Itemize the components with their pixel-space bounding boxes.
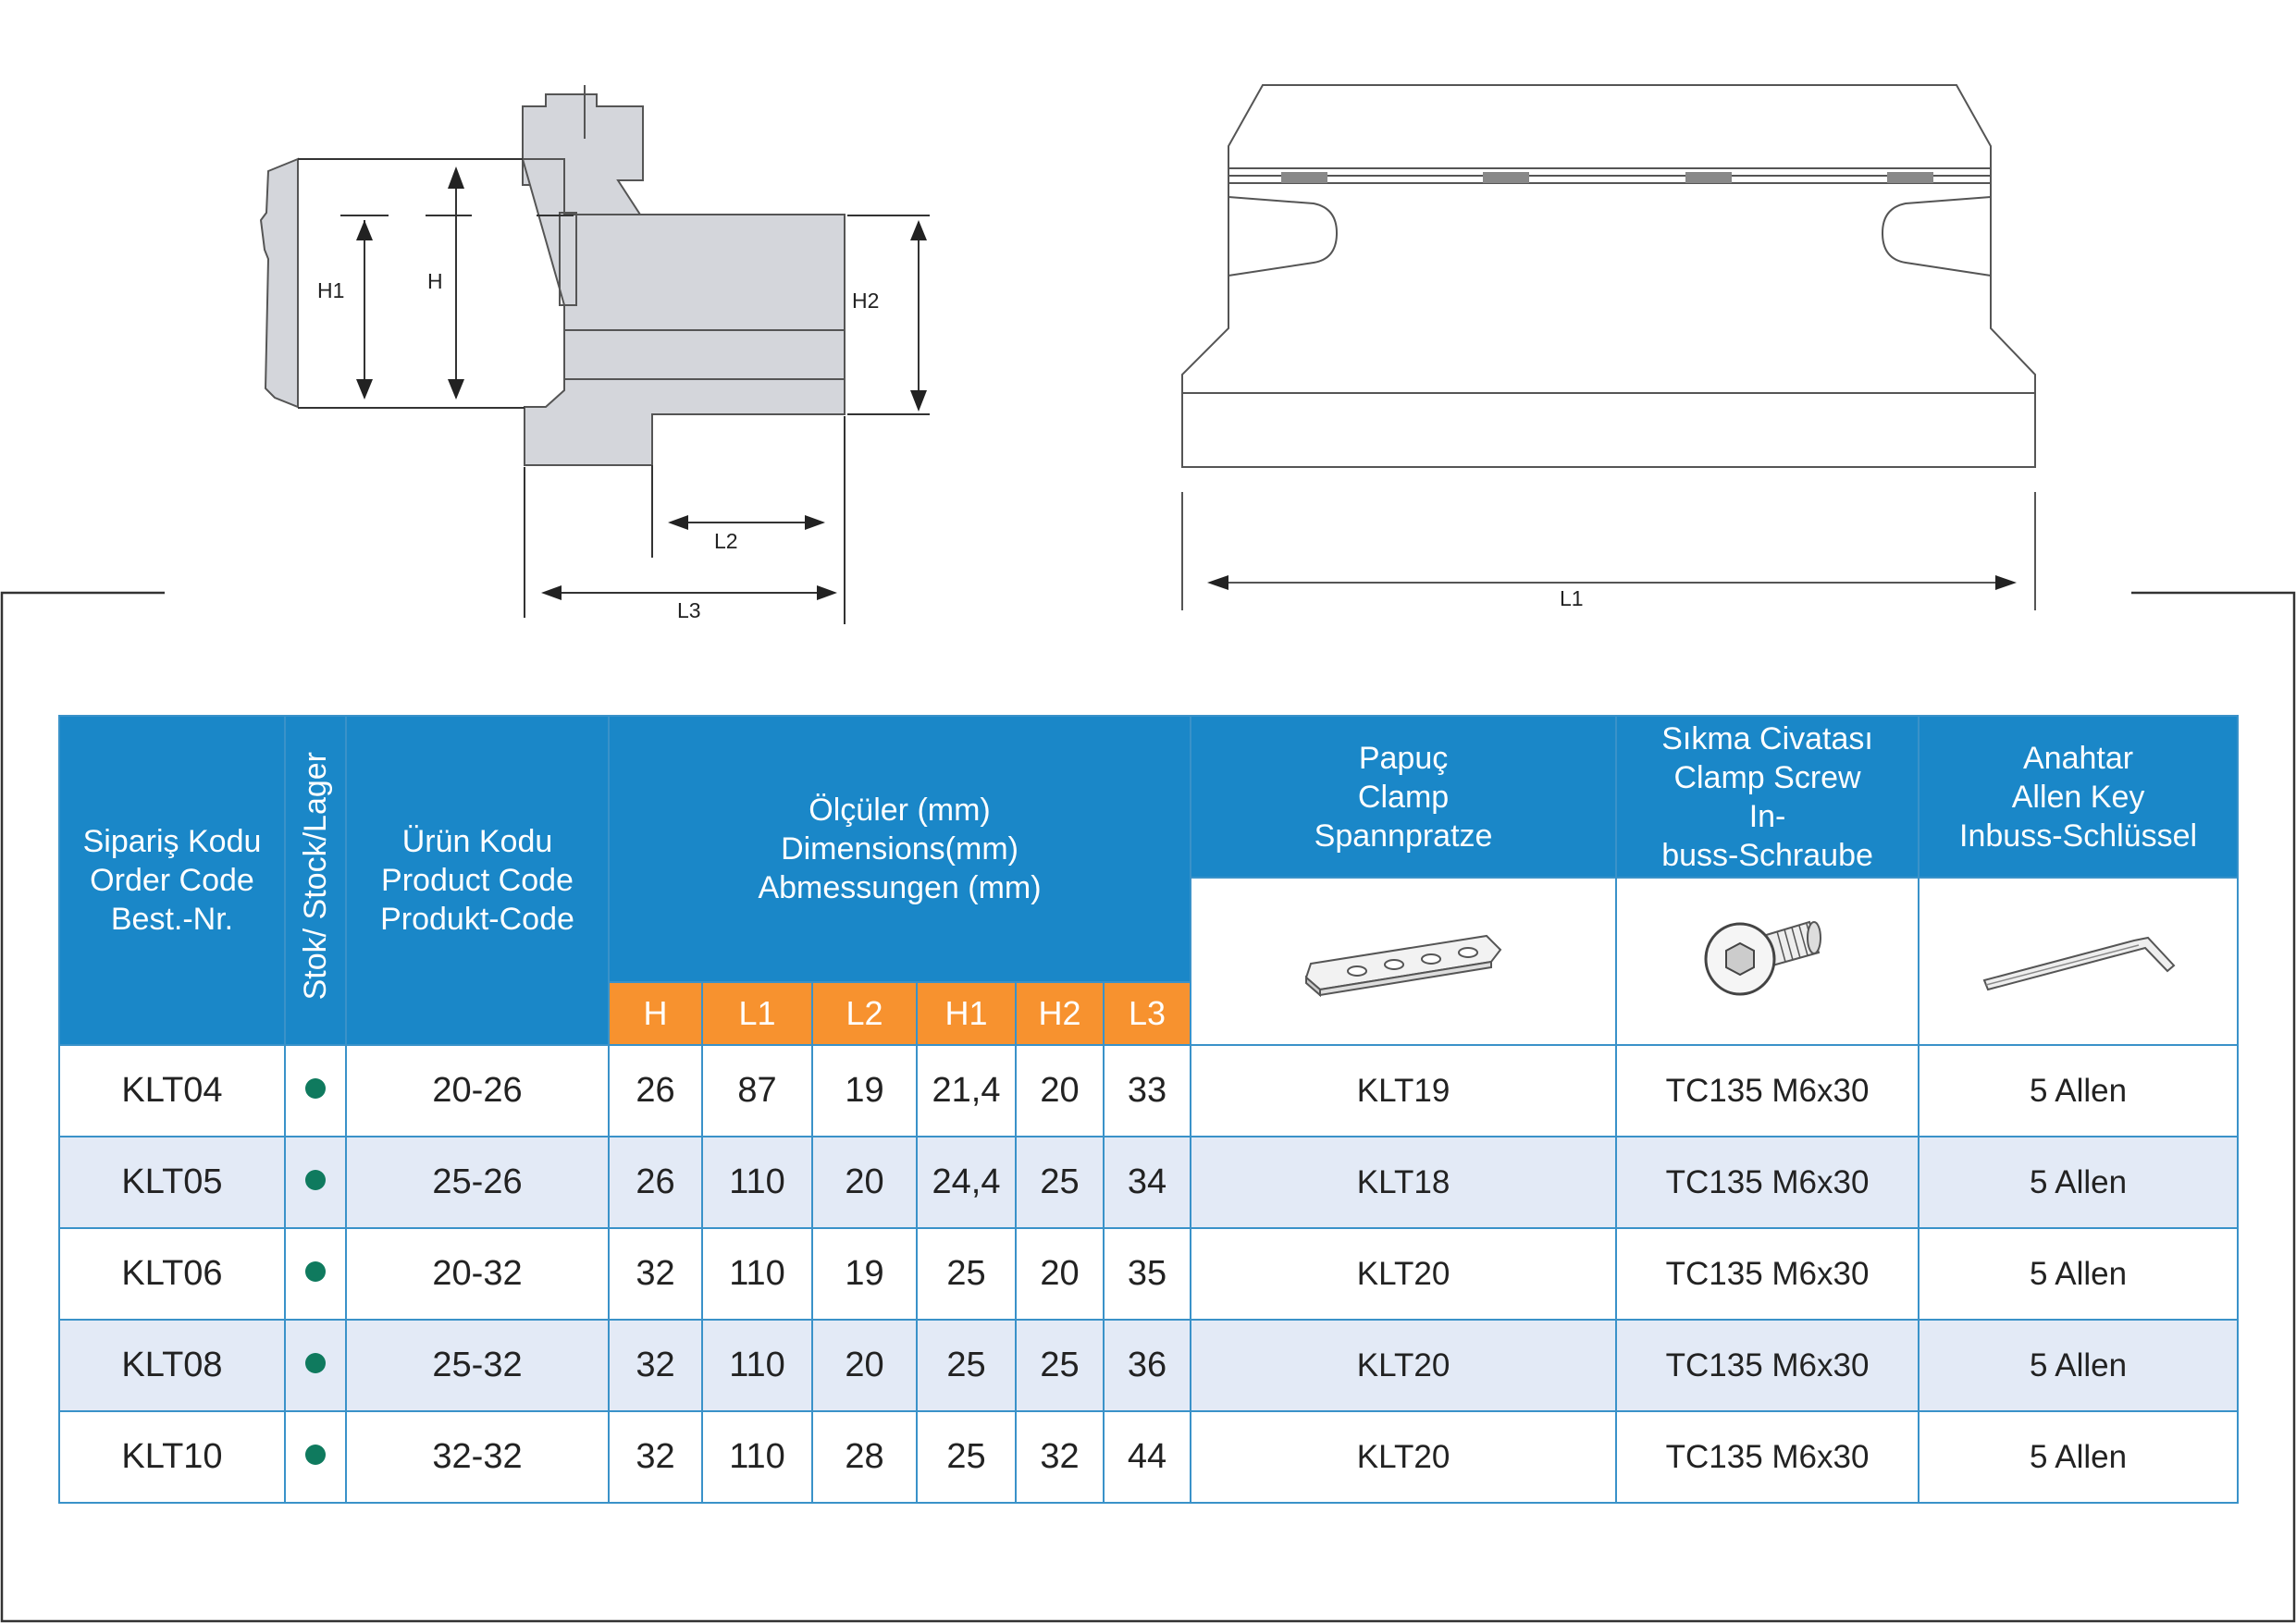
product-code: 20-26: [346, 1045, 609, 1137]
key-code: 5 Allen: [1919, 1228, 2238, 1320]
dim-h1: 24,4: [917, 1137, 1016, 1228]
front-view-drawing: [1182, 85, 2035, 610]
dim-l1: 110: [702, 1228, 812, 1320]
header-product-code: Ürün Kodu Product Code Produkt-Code: [346, 716, 609, 1045]
label-h1: H1: [317, 278, 345, 302]
dim-h2: 20: [1016, 1045, 1104, 1137]
dim-h1: 25: [917, 1228, 1016, 1320]
dim-l1: 87: [702, 1045, 812, 1137]
product-code: 25-26: [346, 1137, 609, 1228]
screw-code: TC135 M6x30: [1616, 1320, 1919, 1411]
stock-cell: [285, 1137, 346, 1228]
dim-l3: 35: [1104, 1228, 1191, 1320]
header-stock: Stok/ Stock/Lager: [285, 716, 346, 1045]
screw-code: TC135 M6x30: [1616, 1411, 1919, 1503]
subheader-h1: H1: [917, 982, 1016, 1045]
subheader-l3: L3: [1104, 982, 1191, 1045]
dim-l1: 110: [702, 1320, 812, 1411]
header-clamp-screw: Sıkma Civatası Clamp Screw In- buss-Schraube: [1616, 716, 1919, 878]
dim-l3: 34: [1104, 1137, 1191, 1228]
order-code: KLT04: [59, 1045, 285, 1137]
header-clamp: Papuç Clamp Spannpratze: [1191, 716, 1616, 878]
clamp-code: KLT20: [1191, 1320, 1616, 1411]
table-row: [59, 1411, 2238, 1503]
header-dimensions: Ölçüler (mm) Dimensions(mm) Abmessungen (mm): [609, 716, 1191, 982]
dim-h1: 21,4: [917, 1045, 1016, 1137]
subheader-h: H: [609, 982, 702, 1045]
dim-h: 32: [609, 1411, 702, 1503]
in-stock-dot-icon: [305, 1353, 326, 1373]
dim-l1: 110: [702, 1411, 812, 1503]
in-stock-dot-icon: [305, 1170, 326, 1190]
key-code: 5 Allen: [1919, 1137, 2238, 1228]
product-code: 25-32: [346, 1320, 609, 1411]
allen-key-image: [1977, 917, 2180, 1001]
clamp-code: KLT18: [1191, 1137, 1616, 1228]
clamp-code: KLT19: [1191, 1045, 1616, 1137]
in-stock-dot-icon: [305, 1445, 326, 1465]
dim-h: 32: [609, 1228, 702, 1320]
order-code: KLT08: [59, 1320, 285, 1411]
clamp-code: KLT20: [1191, 1411, 1616, 1503]
dim-h1: 25: [917, 1320, 1016, 1411]
key-code: 5 Allen: [1919, 1045, 2238, 1137]
dim-h: 26: [609, 1137, 702, 1228]
dim-h2: 25: [1016, 1320, 1104, 1411]
dim-l3: 44: [1104, 1411, 1191, 1503]
label-h: H: [427, 269, 443, 293]
dim-l3: 36: [1104, 1320, 1191, 1411]
dim-h2: 20: [1016, 1228, 1104, 1320]
header-order-code: Sipariş Kodu Order Code Best.-Nr.: [59, 716, 285, 1045]
table-row: [59, 1228, 2238, 1320]
dim-h: 26: [609, 1045, 702, 1137]
table-row: [59, 1045, 2238, 1137]
front-view-screws: [1281, 172, 1933, 183]
stock-cell: [285, 1411, 346, 1503]
label-l3: L3: [677, 598, 701, 622]
screw-image-cell: [1616, 878, 1919, 1045]
dim-h2: 25: [1016, 1137, 1104, 1228]
dim-h: 32: [609, 1320, 702, 1411]
subheader-l1: L1: [702, 982, 812, 1045]
dim-l2: 20: [812, 1320, 917, 1411]
label-l1: L1: [1560, 586, 1584, 610]
order-code: KLT06: [59, 1228, 285, 1320]
stock-cell: [285, 1045, 346, 1137]
dim-l2: 20: [812, 1137, 917, 1228]
screw-code: TC135 M6x30: [1616, 1228, 1919, 1320]
label-l2: L2: [714, 529, 738, 553]
spec-table: [58, 715, 2239, 1504]
dim-l1: 110: [702, 1137, 812, 1228]
header-allen-key: Anahtar Allen Key Inbuss-Schlüssel: [1919, 716, 2238, 878]
label-h2: H2: [852, 289, 880, 313]
table-row: [59, 1137, 2238, 1228]
screw-code: TC135 M6x30: [1616, 1137, 1919, 1228]
dim-l2: 28: [812, 1411, 917, 1503]
clamp-screw-image: [1698, 908, 1837, 1010]
in-stock-dot-icon: [305, 1261, 326, 1282]
order-code: KLT05: [59, 1137, 285, 1228]
dim-h1: 25: [917, 1411, 1016, 1503]
dim-l2: 19: [812, 1045, 917, 1137]
subheader-h2: H2: [1016, 982, 1104, 1045]
in-stock-dot-icon: [305, 1078, 326, 1099]
clamp-part-image: [1292, 917, 1514, 1001]
product-code: 32-32: [346, 1411, 609, 1503]
key-code: 5 Allen: [1919, 1411, 2238, 1503]
screw-code: TC135 M6x30: [1616, 1045, 1919, 1137]
dim-h2: 32: [1016, 1411, 1104, 1503]
subheader-l2: L2: [812, 982, 917, 1045]
clamp-code: KLT20: [1191, 1228, 1616, 1320]
product-code: 20-32: [346, 1228, 609, 1320]
table-row: [59, 1320, 2238, 1411]
key-code: 5 Allen: [1919, 1320, 2238, 1411]
dim-l3: 33: [1104, 1045, 1191, 1137]
stock-cell: [285, 1320, 346, 1411]
clamp-image-cell: [1191, 878, 1616, 1045]
allen-key-image-cell: [1919, 878, 2238, 1045]
dim-l2: 19: [812, 1228, 917, 1320]
order-code: KLT10: [59, 1411, 285, 1503]
stock-cell: [285, 1228, 346, 1320]
